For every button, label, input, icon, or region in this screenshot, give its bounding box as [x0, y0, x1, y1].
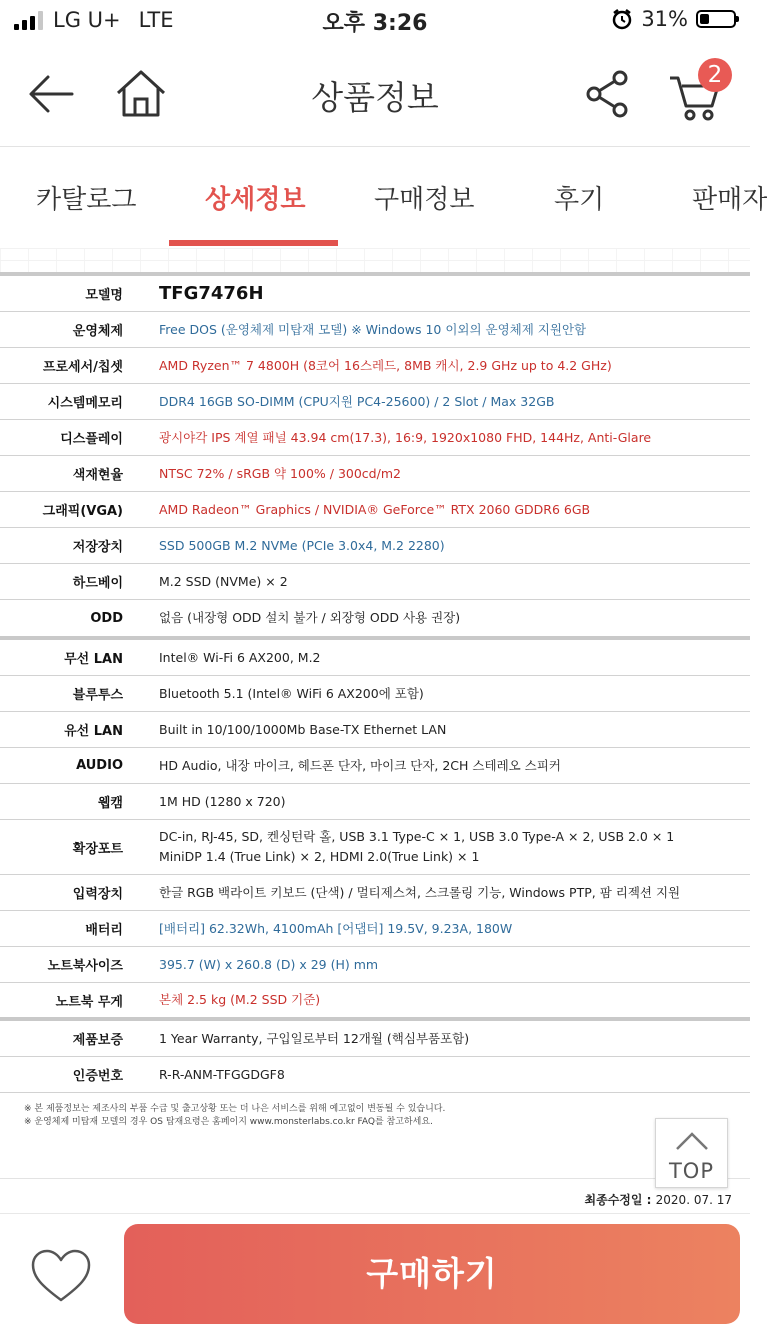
spec-label: 입력장치 — [72, 887, 123, 902]
spec-value: 없음 (내장형 ODD 설치 불가 / 외장형 ODD 사용 권장) — [159, 610, 461, 625]
spec-label: 그래픽(VGA) — [42, 504, 123, 519]
spec-row — [0, 528, 750, 564]
spec-value: Built in 10/100/1000Mb Base-TX Ethernet LAN — [159, 721, 447, 737]
spec-label: 무선 LAN — [64, 652, 123, 667]
spec-label: 배터리 — [85, 923, 123, 938]
share-icon[interactable] — [580, 67, 634, 121]
spec-section-hardware — [0, 276, 750, 640]
spec-row — [0, 748, 750, 784]
spec-value: 395.7 (W) x 260.8 (D) x 29 (H) mm — [159, 956, 379, 972]
tab-purchase-info[interactable]: 구매정보 — [374, 185, 475, 215]
spec-value: 본체 2.5 kg (M.2 SSD 기준) — [159, 992, 321, 1007]
spec-row — [0, 875, 750, 911]
spec-row — [0, 1021, 750, 1057]
spec-value: DDR4 16GB SO-DIMM (CPU지원 PC4-25600) / 2 Slot / Max 32GB — [159, 393, 555, 409]
spec-value: SSD 500GB M.2 NVMe (PCIe 3.0x4, M.2 2280) — [159, 537, 445, 553]
tab-details[interactable]: 상세정보 — [205, 185, 306, 215]
tab-bar — [0, 147, 767, 247]
note-line: ※ 본 제품정보는 제조사의 부품 수급 및 출고상황 또는 더 나은 서비스를 위해 예고없이 변동될 수 있습니다. — [24, 1104, 446, 1114]
spec-label: 확장포트 — [72, 841, 123, 857]
status-time: 오후 3:26 — [322, 11, 428, 36]
spec-value: R-R-ANM-TFGGDGF8 — [159, 1066, 285, 1082]
spec-label: 저장장치 — [72, 540, 123, 555]
spec-value: 1M HD (1280 x 720) — [159, 793, 286, 809]
spec-label: 디스플레이 — [60, 432, 123, 447]
spec-row — [0, 276, 750, 312]
spec-row — [0, 312, 750, 348]
spec-table — [0, 248, 750, 1129]
spec-label: 운영체제 — [72, 324, 123, 339]
spec-row — [0, 640, 750, 676]
buy-button[interactable]: 구매하기 — [124, 1224, 740, 1324]
spec-value: Intel® Wi-Fi 6 AX200, M.2 — [159, 649, 321, 665]
spec-label: 모델명 — [85, 288, 123, 303]
spec-row — [0, 712, 750, 748]
spec-row — [0, 384, 750, 420]
cart-button[interactable] — [668, 54, 738, 124]
spec-label: 인증번호 — [72, 1069, 123, 1084]
cart-count-badge: 2 — [698, 58, 732, 92]
spec-row — [0, 348, 750, 384]
spec-value: 광시야각 IPS 계열 패널 43.94 cm(17.3), 16:9, 1920x1080 FHD, 144Hz, Anti-Glare — [159, 429, 652, 445]
spec-value: HD Audio, 내장 마이크, 헤드폰 단자, 마이크 단자, 2CH 스테레오 스피커 — [159, 757, 561, 773]
scroll-top-label: TOP — [668, 1159, 715, 1183]
bottom-action-bar — [0, 1213, 750, 1335]
spec-label: 하드베이 — [72, 576, 123, 591]
spec-label: ODD — [90, 610, 123, 626]
spec-row — [0, 820, 750, 875]
battery-percent: 31% — [641, 7, 688, 31]
spec-row — [0, 676, 750, 712]
spec-value: AMD Radeon™ Graphics / NVIDIA® GeForce™ RTX 2060 GDDR6 6GB — [159, 501, 591, 517]
spec-value: TFG7476H — [159, 282, 264, 304]
spec-label: AUDIO — [76, 758, 123, 773]
spec-row — [0, 600, 750, 640]
spec-value: Bluetooth 5.1 (Intel® WiFi 6 AX200에 포함) — [159, 685, 424, 701]
spec-value: M.2 SSD (NVMe) × 2 — [159, 573, 288, 589]
spec-row — [0, 947, 750, 983]
spec-label: 유선 LAN — [64, 724, 123, 739]
spec-section-connectivity — [0, 640, 750, 1021]
spec-row — [0, 1057, 750, 1093]
tab-catalog[interactable]: 카탈로그 — [36, 185, 137, 215]
spec-label: 노트북 무게 — [55, 994, 123, 1010]
heart-icon[interactable] — [30, 1248, 92, 1304]
tab-seller[interactable]: 판매자 — [692, 185, 767, 215]
spec-row — [0, 911, 750, 947]
spec-label: 노트북사이즈 — [47, 959, 123, 974]
app-header — [0, 42, 750, 146]
spec-row — [0, 784, 750, 820]
spec-row — [0, 420, 750, 456]
battery-icon — [696, 10, 736, 28]
spec-value: NTSC 72% / sRGB 약 100% / 300cd/m2 — [159, 465, 401, 481]
tab-reviews[interactable]: 후기 — [554, 185, 605, 215]
alarm-icon — [611, 8, 633, 30]
page-title: 상품정보 — [311, 78, 439, 117]
network-label: LTE — [138, 8, 174, 32]
spec-section-warranty — [0, 1021, 750, 1093]
spec-row — [0, 492, 750, 528]
active-tab-indicator — [169, 240, 338, 246]
spec-value: [배터리] 62.32Wh, 4100mAh [어댑터] 19.5V, 9.23A, 180W — [159, 920, 513, 936]
spec-row — [0, 983, 750, 1021]
spec-label: 프로세서/칩셋 — [42, 360, 123, 375]
scroll-top-button[interactable] — [655, 1118, 728, 1188]
spec-value: AMD Ryzen™ 7 4800H (8코어 16스레드, 8MB 캐시, 2.9 GHz up to 4.2 GHz) — [159, 357, 612, 373]
spec-label: 색재현율 — [72, 468, 123, 483]
spec-label: 제품보증 — [72, 1033, 123, 1048]
carrier-label: LG U+ — [53, 8, 121, 32]
spec-value: Free DOS (운영체제 미탑재 모델) ※ Windows 10 이외의 운영체제 지원안함 — [159, 321, 587, 337]
spec-value: 1 Year Warranty, 구입일로부터 12개월 (핵심부품포함) — [159, 1030, 470, 1046]
note-line: ※ 운영체제 미탑재 모델의 경우 OS 탑재요령은 홈페이지 www.monsterlabs.co.kr FAQ를 참고하세요. — [24, 1117, 433, 1127]
spec-row — [0, 456, 750, 492]
last-updated: 최종수정일 : 2020. 07. 17 — [584, 1193, 732, 1207]
spec-label: 웹캠 — [97, 796, 123, 811]
spec-row — [0, 564, 750, 600]
spec-label: 블루투스 — [72, 688, 123, 703]
spec-value: 한글 RGB 백라이트 키보드 (단색) / 멀티제스쳐, 스크롤링 기능, Windows PTP, 팜 리젝션 지원 — [159, 884, 681, 900]
chevron-up-icon — [675, 1131, 709, 1151]
spec-label: 시스템메모리 — [47, 396, 123, 411]
spec-notes — [0, 1093, 750, 1129]
spec-value: DC-in, RJ-45, SD, 켄싱턴락 홀, USB 3.1 Type-C × 1, USB 3.0 Type-A × 2, USB 2.0 × 1 MiniDP 1.4 (True Link) × 2, HDMI 2.0(True Link) × 1 — [159, 829, 675, 864]
status-bar — [0, 0, 750, 42]
